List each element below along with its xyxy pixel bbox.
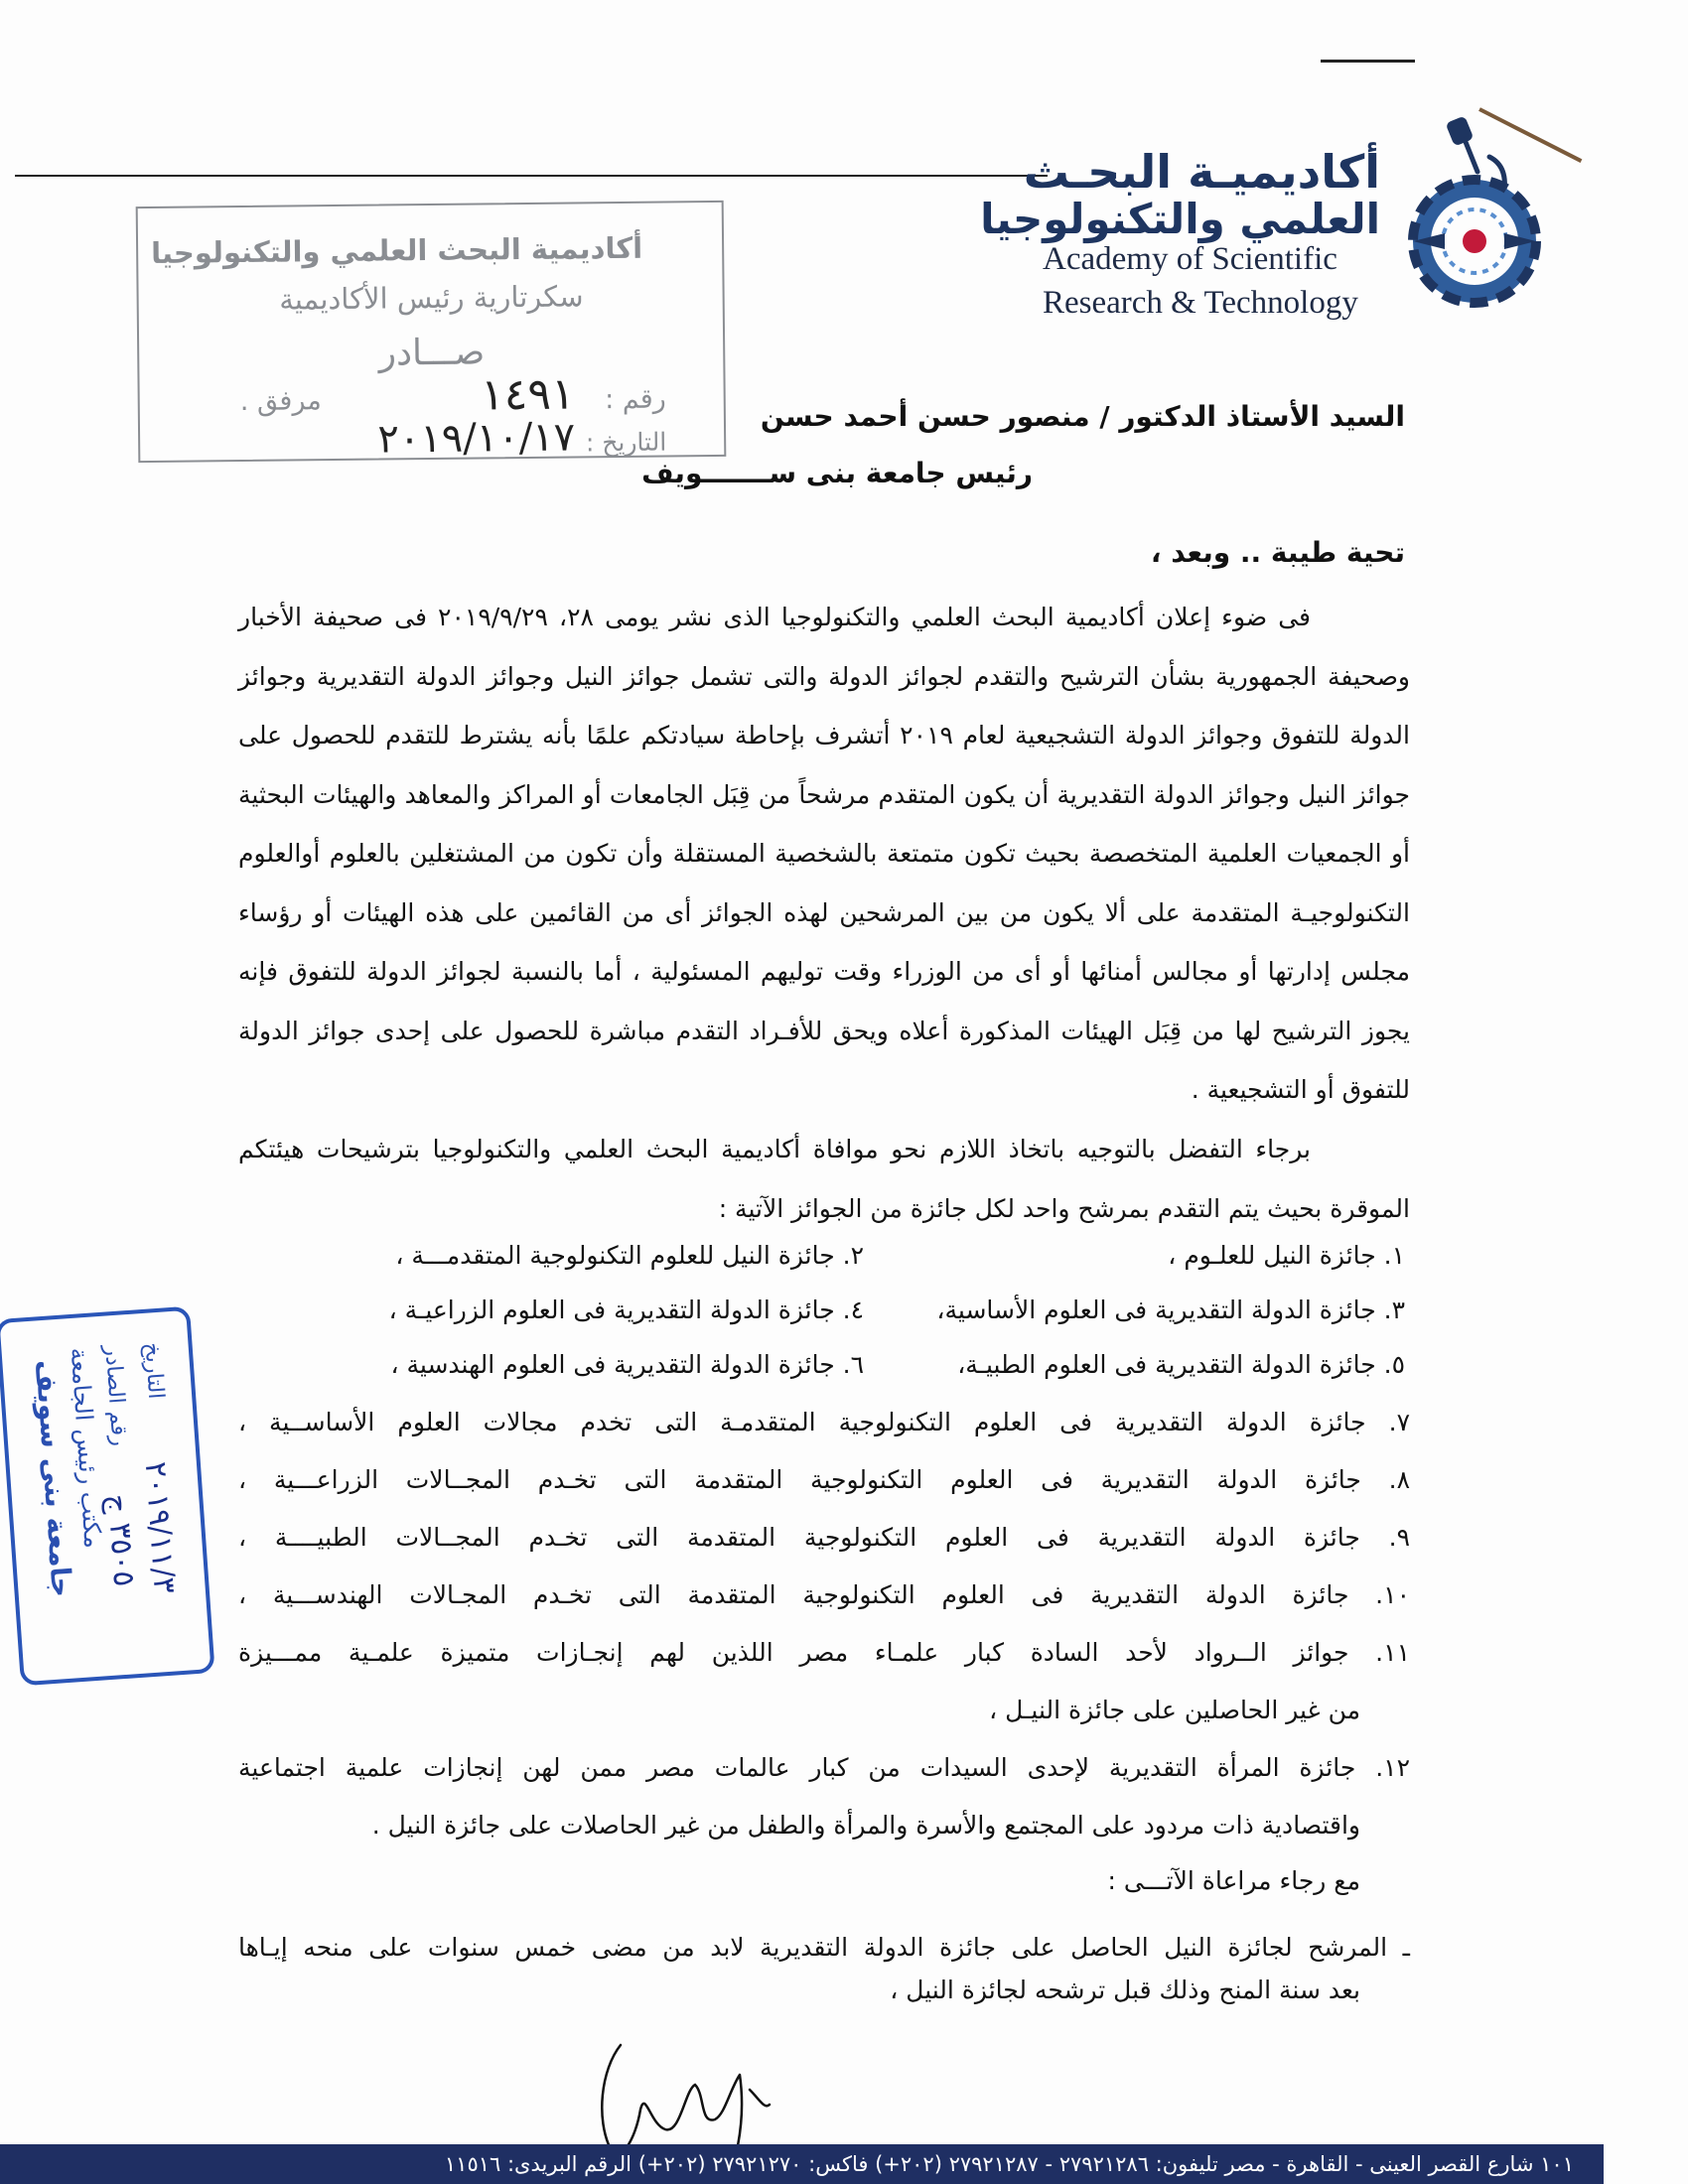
stamp-ref-number: ١٤٩١	[480, 368, 575, 421]
stamp-ref-label: رقم :	[604, 383, 666, 416]
prize-item-10: ١٠. جائزة الدولة التقديرية فى العلوم التكنولوجية المتقدمة التى تخـدم المجـالات الهندســـية ،	[238, 1580, 1410, 1609]
prize-item-9: ٩. جائزة الدولة التقديرية فى العلوم التكنولوجية المتقدمة التى تخـدم المجــالات الطبيــــة ،	[238, 1523, 1410, 1552]
prize-item-7: ٧. جائزة الدولة التقديرية فى العلوم التكنولوجية المتقدمـة التى تخدم مجالات العلوم الأساســية ،	[238, 1408, 1410, 1436]
stamp-date-value: ٢٠١٩/١٠/١٧	[377, 414, 576, 463]
stamp-department: سكرتارية رئيس الأكاديمية	[279, 279, 584, 317]
prize-item-5: ٥. جائزة الدولة التقديرية فى العلوم الطبيـة،	[957, 1350, 1405, 1379]
org-name-en-line2: Research & Technology	[1043, 285, 1358, 321]
stamp-type: صـــادر	[378, 332, 486, 374]
org-name-ar-line1: أكاديميـة البحـث	[1023, 145, 1380, 199]
incoming-stamp-date-label: التاريخ	[139, 1341, 169, 1401]
header-rule	[15, 175, 1048, 177]
incoming-stamp-university: جامعة بنى سويف	[29, 1358, 78, 1598]
notes-title: مع رجاء مراعاة الآتـــى :	[1107, 1866, 1360, 1895]
prize-item-11-cont: من غير الحاصلين على جائزة النيـل ،	[989, 1696, 1360, 1724]
stamp-attachments-label: مرفق .	[239, 385, 322, 418]
body-paragraph-1: فى ضوء إعلان أكاديمية البحث العلمي والتكنولوجيا الذى نشر يومى ٢٨، ٢٠١٩/٩/٢٩ فى صحيفة الأخبار وصحيفة الجمهورية بشأن الترشيح والتقدم لجوائز الدولة والتى تشمل جوائز النيل وجوائز الدولة التقديرية وجوائز الدولة للتفوق وجوائز الدولة التشجيعية لعام ٢٠١٩ أتشرف بإحاطة سيادتكم علمًا بأنه يشترط للتقدم للحصول على جوائز النيل وجوائز الدولة التقديرية أن يكون المتقدم مرشحاً من قِبَل الجامعات أو المراكز والمعاهد والهيئات البحثية أو الجمعيات العلمية المتخصصة بحيث تكون متمتعة بالشخصية المستقلة وأن تكون من المشتغلين بالعلوم أوالعلوم التكنولوجيـة المتقدمة على ألا يكون من بين المرشحين لهذه الجوائز أى من القائمين على هذه الهيئات أو رؤساء مجلس إدارتها أو مجالس أمنائها أو أى من الوزراء وقت توليهم المسئولية ، أما بالنسبة لجوائز الدولة للتفوق فإنه يجوز الترشيح لها من قِبَل الهيئات المذكورة أعلاه ويحق للأفـراد التقدم مباشرة للحصول على إحدى جوائز الدولة للتفوق أو التشجيعية .	[238, 603, 1410, 1104]
org-name-ar-line2: العلمي والتكنولوجيا	[980, 195, 1380, 243]
note-item-1-cont: بعد سنة المنح وذلك قبل ترشحه لجائزة النيل ،	[890, 1976, 1360, 2004]
incoming-stamp-ref-value: ٣٥٠٥ ج	[99, 1492, 142, 1588]
prize-item-12-cont: واقتصادية ذات مردود على المجتمع والأسرة والمرأة والطفل من غير الحاصلات على جائزة النيل .	[371, 1811, 1360, 1840]
org-name-en-line1: Academy of Scientific	[1043, 241, 1337, 277]
academy-emblem-icon	[1390, 117, 1559, 326]
addressee-title: رئيس جامعة بنى ســـــــويف	[641, 457, 1033, 489]
incoming-stamp	[0, 1306, 215, 1687]
prize-item-4: ٤. جائزة الدولة التقديرية فى العلوم الزراعيـة ،	[388, 1296, 864, 1324]
body-paragraph-2: برجاء التفضل بالتوجيه باتخاذ اللازم نحو موافاة أكاديمية البحث العلمي والتكنولوجيا بترشيحات هيئتكم الموقرة بحيث يتم التقدم بمرشح واحد لكل جائزة من الجوائز الآتية :	[238, 1135, 1410, 1223]
addressee-name: السيد الأستاذ الدكتور / منصور حسن أحمد حسن	[760, 400, 1405, 433]
top-dash	[1321, 60, 1415, 63]
note-item-1: ـ المرشح لجائزة النيل الحاصل على جائزة الدولة التقديرية لابد من مضى خمس سنوات على منحه إيـاها	[238, 1933, 1410, 1962]
stamp-organization: أكاديمية البحث العلمي والتكنولوجيا	[150, 230, 643, 270]
greeting: تحية طيبة .. وبعد ،	[1150, 536, 1405, 569]
prize-item-12: ١٢. جائزة المرأة التقديرية لإحدى السيدات من كبار عالمات مصر ممن لهن إنجازات علمية اجتماعية	[238, 1753, 1410, 1782]
incoming-stamp-ref-label: رقم الصادر	[99, 1344, 132, 1447]
prize-item-8: ٨. جائزة الدولة التقديرية فى العلوم التكنولوجية المتقدمة التى تخـدم المجــالات الزراعـــية ،	[238, 1465, 1410, 1494]
outgoing-stamp	[136, 201, 727, 463]
incoming-stamp-office: مكتب رئيس الجامعة	[65, 1346, 107, 1550]
prize-item-3: ٣. جائزة الدولة التقديرية فى العلوم الأساسية،	[936, 1296, 1405, 1324]
incoming-stamp-date-value: ٢٠١٩/١١/٣	[137, 1460, 182, 1595]
prize-item-6: ٦. جائزة الدولة التقديرية فى العلوم الهندسية ،	[390, 1350, 864, 1379]
prize-item-2: ٢. جائزة النيل للعلوم التكنولوجية المتقدمـــة ،	[395, 1241, 864, 1270]
footer-contact-bar: ١٠١ شارع القصر العينى - القاهرة - مصر تليفون: ٢٧٩٢١٢٨٦ - ٢٧٩٢١٢٨٧ (٢٠٢+) فاكس: ٢٧٩٢١٢٧٠ (٢٠٢+) الرقم البريدى: ١١٥١٦	[0, 2144, 1604, 2184]
prize-item-11: ١١. جوائز الــرواد لأحد السادة كبار علمـاء مصر اللذين لهم إنجـازات متميزة علمـية ممـــيزة	[238, 1638, 1410, 1667]
stamp-date-label: التاريخ :	[585, 427, 667, 458]
prize-item-1: ١. جائزة النيل للعلـوم ،	[1168, 1241, 1405, 1270]
